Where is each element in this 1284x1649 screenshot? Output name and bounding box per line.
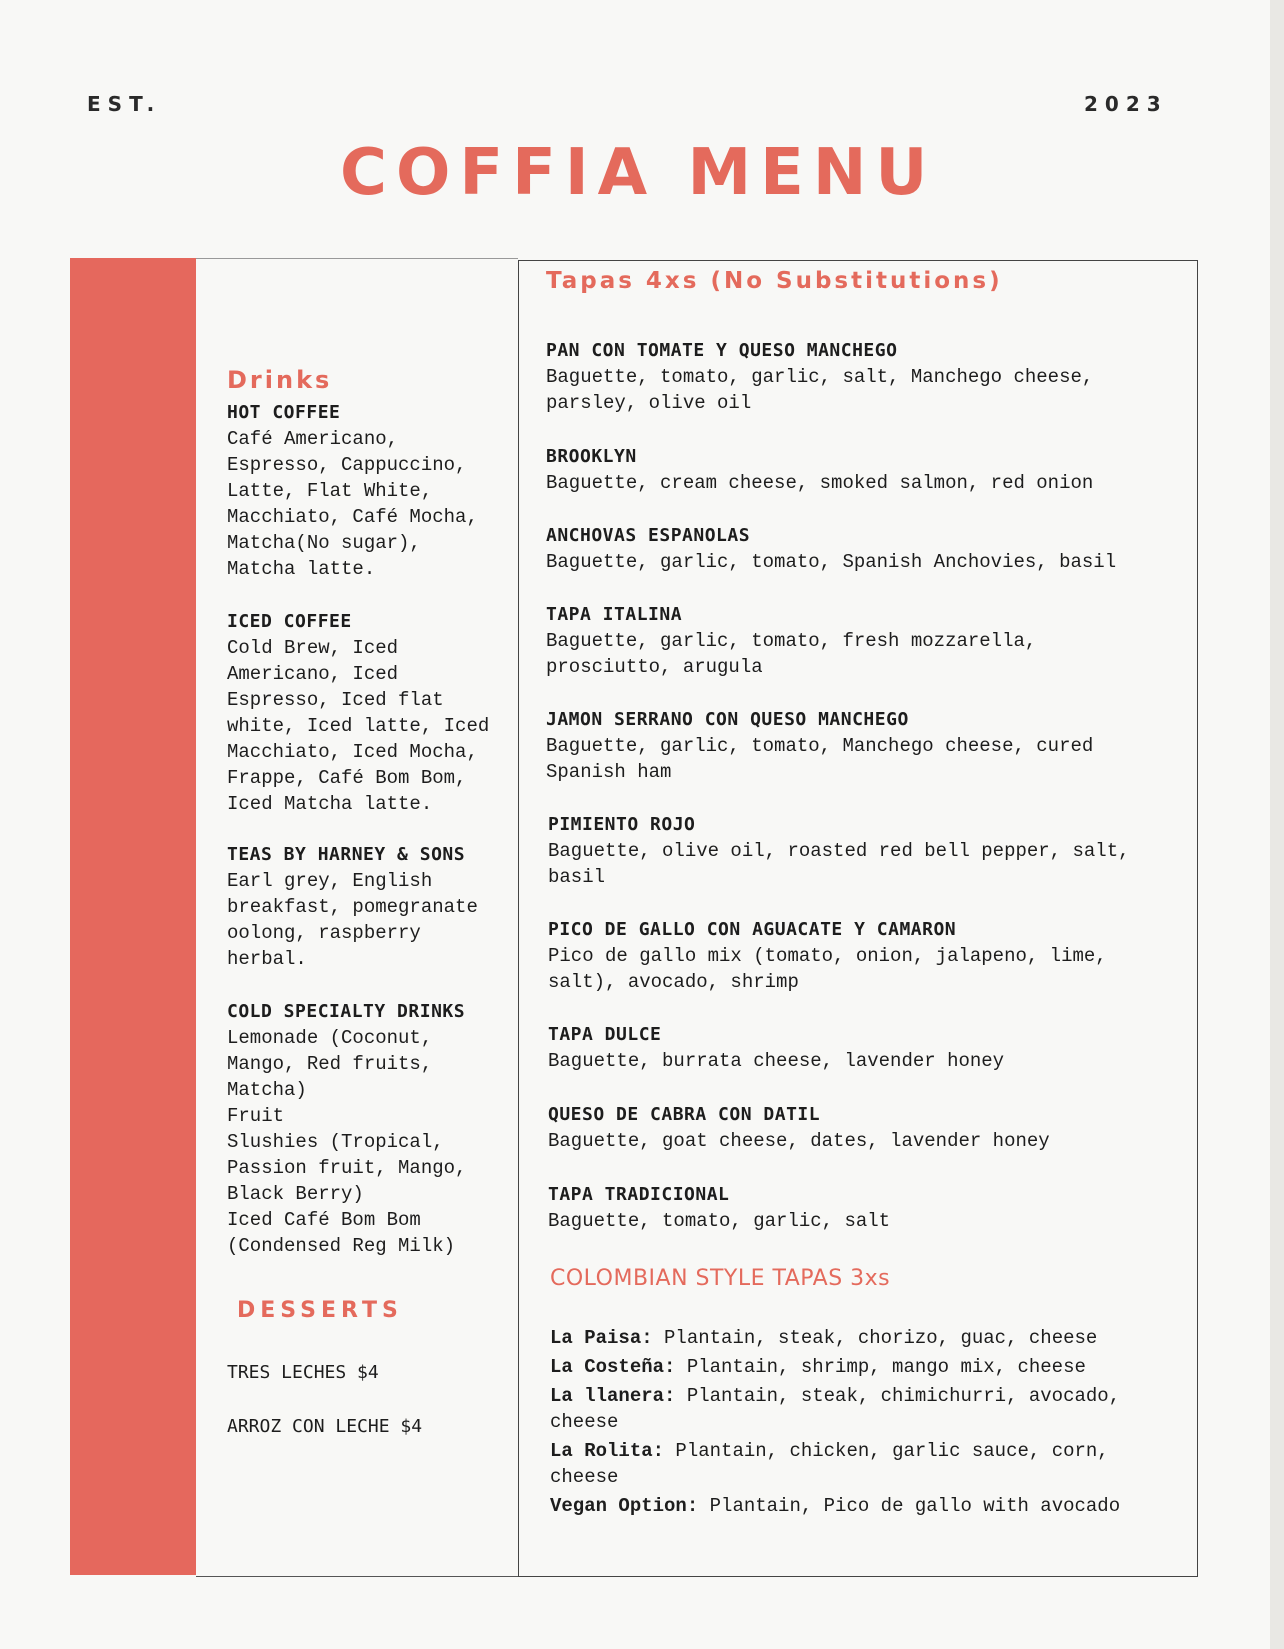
colombian-item-desc: Plantain, Pico de gallo with avocado [698,1495,1121,1517]
tapa-title: TAPA ITALINA [546,604,683,625]
section-title: TEAS BY HARNEY & SONS [227,844,466,865]
year-label: 2023 [1084,92,1168,116]
tapa-item [546,707,1186,785]
section-title: HOT COFFEE [227,402,341,423]
colombian-list [550,1325,1190,1519]
tapa-description: Baguette, tomato, garlic, salt, Manchego cheese, parsley, olive oil [546,366,1094,414]
tapa-description: Baguette, garlic, tomato, fresh mozzarella, prosciutto, arugula [546,630,1037,678]
tapa-title: TAPA DULCE [548,1024,662,1045]
tapa-title: PAN CON TOMATE Y QUESO MANCHEGO [546,340,898,361]
colombian-item-name: La Costeña: [550,1356,676,1378]
dessert-item: TRES LECHES $4 [227,1362,379,1383]
tapa-item [546,602,1186,680]
colombian-item [550,1354,1190,1380]
tapas-heading: Tapas 4xs (No Substitutions) [546,268,1003,294]
section-title: COLD SPECIALTY DRINKS [227,1001,466,1022]
colombian-item-name: Vegan Option: [550,1495,699,1517]
colombian-item [550,1493,1190,1519]
tapa-title: TAPA TRADICIONAL [548,1184,730,1205]
colombian-item-name: La Paisa: [550,1327,653,1349]
colombian-item-name: La llanera: [550,1385,676,1407]
tapa-description: Baguette, burrata cheese, lavender honey [548,1050,1005,1072]
drinks-section-iced-coffee [227,609,517,817]
est-label: EST. [87,92,162,116]
section-title: ICED COFFEE [227,611,352,632]
tapa-item [548,1182,1188,1234]
tapa-title: ANCHOVAS ESPANOLAS [546,525,751,546]
colombian-item-desc: Plantain, steak, chimichurri, avocado, cheese [550,1385,1121,1433]
colombian-heading: COLOMBIAN STYLE TAPAS 3xs [550,1266,891,1291]
tapa-description: Baguette, goat cheese, dates, lavender honey [548,1130,1050,1152]
colombian-item [550,1438,1190,1490]
tapa-item [548,812,1188,890]
menu-title: COFFIA MENU [340,136,937,210]
tapa-description: Baguette, garlic, tomato, Manchego cheese, cured Spanish ham [546,735,1094,783]
desserts-heading: DESSERTS [237,1298,403,1323]
tapa-description: Baguette, garlic, tomato, Spanish Anchovies, basil [546,551,1117,573]
tapa-item [548,1102,1188,1154]
tapa-description: Baguette, tomato, garlic, salt [548,1210,891,1232]
tapa-title: PICO DE GALLO CON AGUACATE Y CAMARON [548,919,957,940]
drinks-section-hot-coffee [227,400,517,582]
tapa-description: Baguette, cream cheese, smoked salmon, red onion [546,472,1094,494]
decorative-red-bar [70,258,196,1575]
tapa-item [548,917,1188,995]
colombian-item-name: La Rolita: [550,1440,665,1462]
tapa-item [546,523,1186,575]
tapa-item [548,1022,1188,1074]
colombian-item [550,1325,1190,1351]
colombian-item-desc: Plantain, chicken, garlic sauce, corn, cheese [550,1440,1109,1488]
tapa-title: BROOKLYN [546,446,637,467]
section-body: Café Americano, Espresso, Cappuccino, Latte, Flat White, Macchiato, Café Mocha, Matcha(No sugar), Matcha latte. [227,428,478,580]
tapa-description: Baguette, olive oil, roasted red bell pepper, salt, basil [548,840,1130,888]
drinks-section-cold-specialty [227,999,517,1259]
section-body: Earl grey, English breakfast, pomegranate oolong, raspberry herbal. [227,870,478,970]
dessert-item: ARROZ CON LECHE $4 [227,1416,423,1437]
section-body: Lemonade (Coconut, Mango, Red fruits, Matcha) Fruit Slushies (Tropical, Passion fruit, Mango, Black Berry) Iced Café Bom Bom (Condensed Reg Milk) [227,1027,467,1257]
colombian-item-desc: Plantain, steak, chorizo, guac, cheese [652,1327,1098,1349]
colombian-item-desc: Plantain, shrimp, mango mix, cheese [675,1356,1086,1378]
tapa-item [546,338,1186,416]
tapa-title: QUESO DE CABRA CON DATIL [548,1104,821,1125]
tapa-description: Pico de gallo mix (tomato, onion, jalapeno, lime, salt), avocado, shrimp [548,945,1107,993]
colombian-item [550,1383,1190,1435]
tapa-title: JAMON SERRANO CON QUESO MANCHEGO [546,709,909,730]
tapa-title: PIMIENTO ROJO [548,814,696,835]
section-body: Cold Brew, Iced Americano, Iced Espresso, Iced flat white, Iced latte, Iced Macchiato, Iced Mocha, Frappe, Café Bom Bom, Iced Matcha latte. [227,637,490,815]
drinks-section-teas [227,842,517,972]
drinks-heading: Drinks [227,366,333,394]
tapa-item [546,444,1186,496]
